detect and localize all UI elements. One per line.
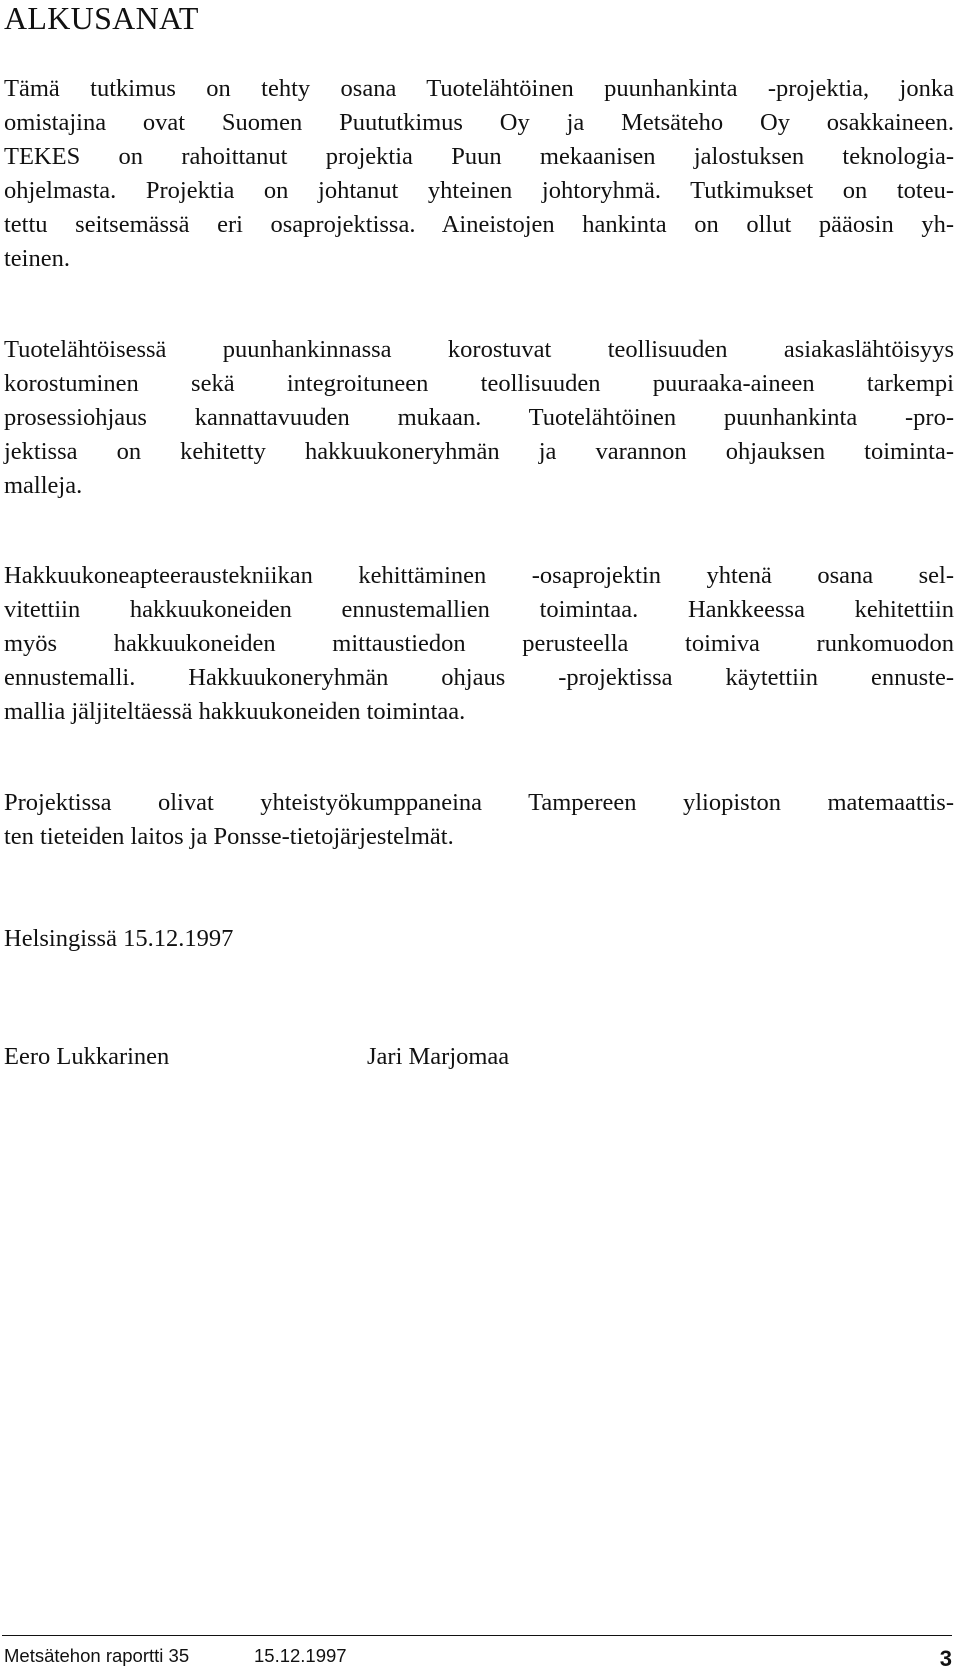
paragraph-2 [4,333,954,503]
paragraph-line: malleja. [4,472,83,500]
paragraph-line: tettu seitsemässä eri osaprojektissa. Aineistojen hankinta on ollut pääosin yh- [4,211,954,239]
page-number: 3 [939,1646,952,1671]
paragraph-line: prosessiohjaus kannattavuuden mukaan. Tuotelähtöinen puunhankinta -pro- [4,404,954,432]
paragraph-3 [4,559,954,729]
paragraph-line: Projektissa olivat yhteistyökumppaneina Tampereen yliopiston matemaattis- [4,789,954,816]
paragraph-line: jektissa on kehitetty hakkuukoneryhmän ja varannon ohjauksen toiminta- [4,438,954,466]
paragraph-line: Tuotelähtöisessä puunhankinnassa korostuvat teollisuuden asiakaslähtöisyys [4,336,954,363]
paragraph-4 [4,786,954,854]
paragraph-line: ennustemalli. Hakkuukoneryhmän ohjaus -projektissa käytettiin ennuste- [4,664,954,692]
footer-date: 15.12.1997 [254,1645,347,1666]
paragraph-line: omistajina ovat Suomen Puututkimus Oy ja Metsäteho Oy osakkaineen. [4,109,954,137]
signatory-name: Jari Marjomaa [367,1043,510,1070]
signatory-name: Eero Lukkarinen [4,1043,170,1070]
paragraph-line: korostuminen sekä integroituneen teollisuuden puuraaka-aineen tarkempi [4,370,954,398]
paragraph-line: vitettiin hakkuukoneiden ennustemallien toimintaa. Hankkeessa kehitettiin [4,596,954,624]
paragraph-1 [4,72,954,277]
footer-report-title: Metsätehon raportti 35 [4,1645,190,1666]
paragraph-line: Tämä tutkimus on tehty osana Tuotelähtöinen puunhankinta -projektia, jonka [4,75,954,102]
paragraph-line: ohjelmasta. Projektia on johtanut yhteinen johtoryhmä. Tutkimukset on toteu- [4,177,954,205]
paragraph-line: myös hakkuukoneiden mittaustiedon perusteella toimiva runkomuodon [4,630,954,658]
paragraph-line: mallia jäljiteltäessä hakkuukoneiden toimintaa. [4,698,466,726]
page-title: ALKUSANAT [4,0,199,36]
place-and-date: Helsingissä 15.12.1997 [4,925,234,952]
paragraph-line: ten tieteiden laitos ja Ponsse-tietojärjestelmät. [4,823,454,851]
paragraph-line: TEKES on rahoittanut projektia Puun mekaanisen jalostuksen teknologia- [4,143,954,171]
paragraph-line: Hakkuukoneapteeraustekniikan kehittäminen -osaprojektin yhtenä osana sel- [4,562,954,589]
footer-divider [2,1635,952,1636]
paragraph-line: teinen. [4,245,70,273]
